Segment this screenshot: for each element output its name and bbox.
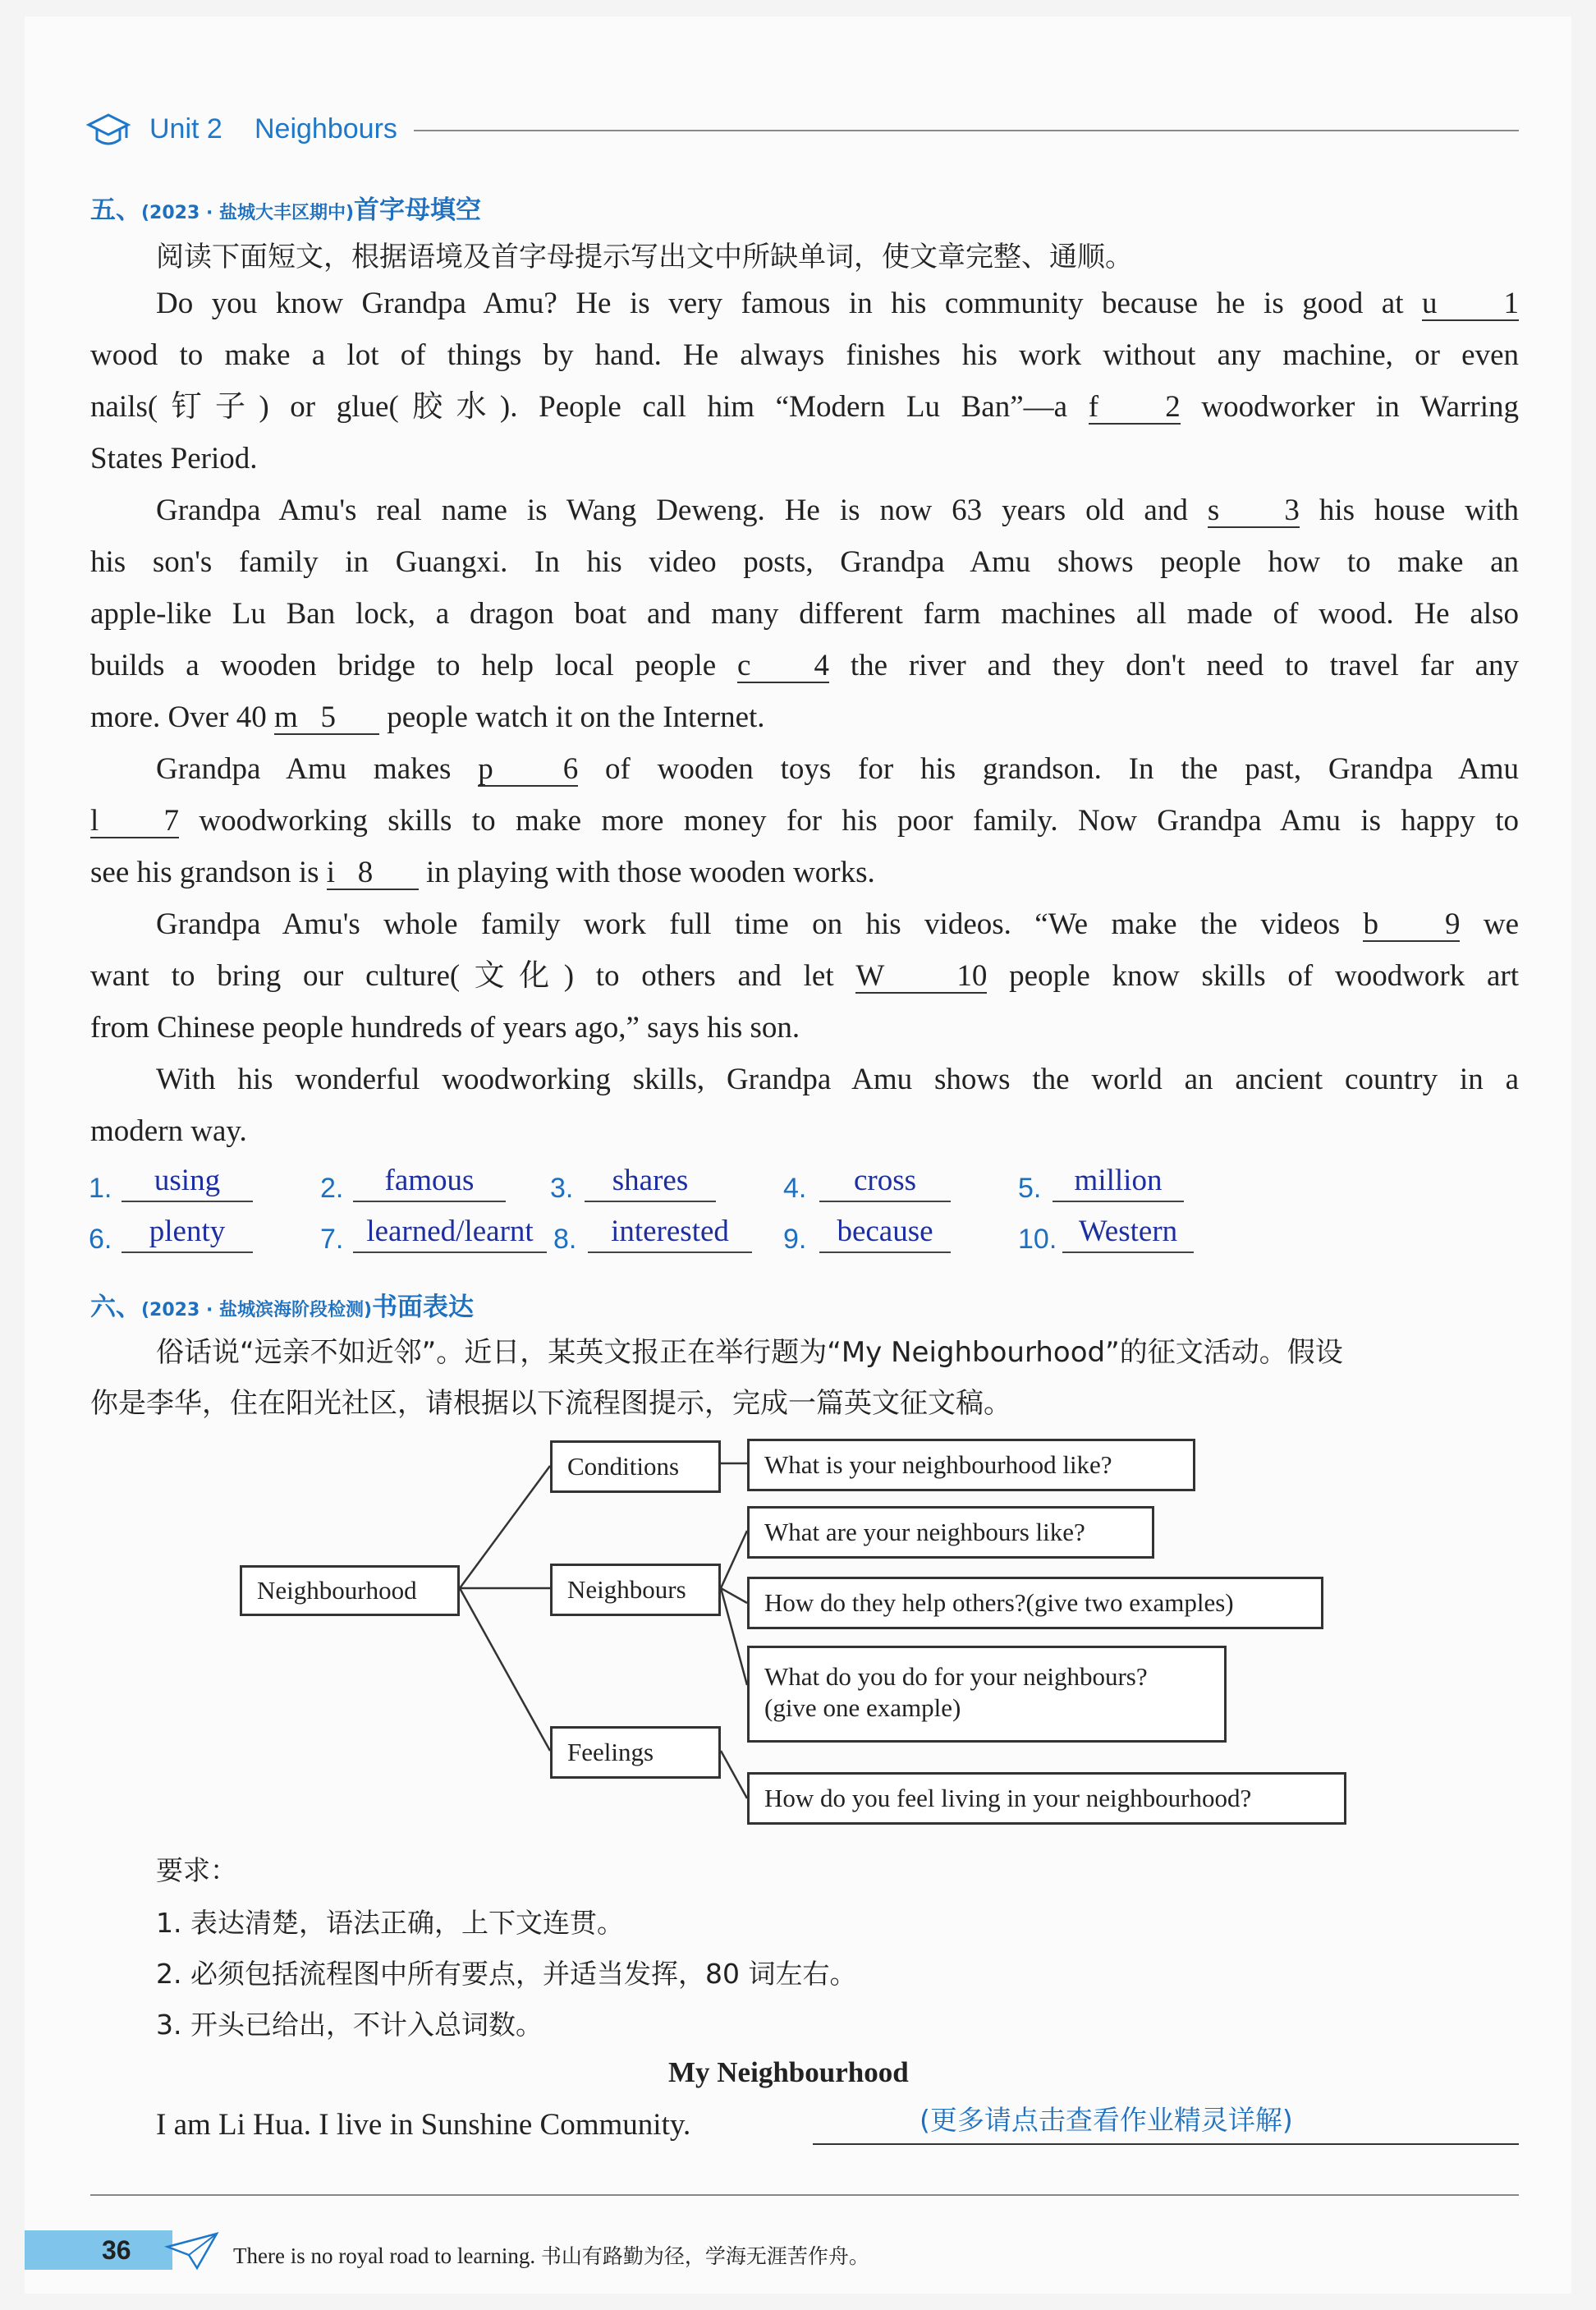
answer-10: Western	[1062, 1215, 1194, 1253]
answer-6: plenty	[122, 1215, 253, 1253]
flow-question-text: (give one example)	[764, 1693, 961, 1722]
blank-4: c 4	[737, 649, 829, 682]
section6-intro-line: 俗话说“远亲不如近邻”。近日，某英文报正在举行题为“My Neighbourhood”的征文活动。假设	[156, 1336, 1343, 1369]
section6-title: 书面表达	[372, 1293, 475, 1322]
passage-line: apple-like Lu Ban lock, a dragon boat and many different farm machines all made of wood. He also	[90, 597, 1519, 631]
flow-question-neighbours-like: What are your neighbours like?	[747, 1506, 1154, 1559]
page-number: 36	[102, 2235, 131, 2265]
flow-question-feelings: How do you feel living in your neighbourhood?	[747, 1772, 1346, 1825]
text-span: woodworking skills to make more money for his poor family. Now Grandpa Amu is happy to	[199, 804, 1519, 838]
text-span: people know skills of woodwork art	[1009, 959, 1520, 993]
blank-1: u 1	[1422, 287, 1519, 320]
more-details-link[interactable]: (更多请点击查看作业精灵详解)	[920, 2104, 1293, 2136]
blank-9: b 9	[1363, 907, 1461, 941]
unit-label: Unit 2	[149, 113, 222, 145]
blank-8: i 8	[327, 857, 419, 890]
unit-title: Neighbours	[255, 113, 397, 145]
footer-divider	[90, 2194, 1519, 2196]
flow-question-conditions: What is your neighbourhood like?	[747, 1439, 1195, 1491]
paper-plane-icon	[164, 2230, 222, 2273]
footer-motto-cn: 书山有路勤为径，学海无涯苦作舟。	[540, 2244, 869, 2268]
essay-title: My Neighbourhood	[668, 2056, 909, 2088]
answer-7: learned/learnt	[353, 1215, 547, 1253]
essay-writing-line	[813, 2143, 1519, 2145]
footer-motto	[233, 2240, 869, 2270]
answer-number: 10.	[1018, 1224, 1057, 1255]
answer-5: million	[1053, 1164, 1184, 1202]
blank-10: W 10	[855, 959, 988, 993]
section5-number: 五、	[90, 195, 141, 225]
requirement-item: 1. 表达清楚，语法正确，上下文连贯。	[156, 1907, 624, 1939]
text-span: woodworker in Warring	[1201, 390, 1520, 424]
answer-number: 1.	[89, 1173, 112, 1204]
answer-4: cross	[819, 1164, 951, 1202]
text-span: his house with	[1319, 494, 1520, 527]
answer-2: famous	[353, 1164, 506, 1202]
page-number-tab	[25, 2230, 172, 2270]
answer-number: 7.	[320, 1224, 344, 1255]
blank-7: l 7	[90, 804, 179, 838]
answer-number: 9.	[783, 1224, 807, 1255]
passage-line: modern way.	[90, 1114, 247, 1148]
text-span: people watch it on the Internet.	[387, 700, 765, 734]
section6-source: (2023 · 盐城滨海阶段检测)	[141, 1300, 373, 1320]
text-span: Grandpa Amu's whole family work full time on his videos. “We make the videos	[156, 907, 1341, 941]
requirements-title: 要求：	[156, 1854, 237, 1886]
passage-line: his son's family in Guangxi. In his video posts, Grandpa Amu shows people how to make an	[90, 545, 1519, 579]
passage-line: from Chinese people hundreds of years ago,” says his son.	[90, 1011, 800, 1045]
blank-2: f 2	[1088, 390, 1181, 424]
flow-node-neighbourhood: Neighbourhood	[240, 1565, 460, 1616]
flow-node-conditions: Conditions	[550, 1440, 721, 1493]
text-span: builds a wooden bridge to help local people	[90, 649, 717, 682]
answer-3: shares	[585, 1164, 716, 1202]
flow-node-neighbours: Neighbours	[550, 1564, 721, 1616]
text-span: nails(钉子) or glue(胶水). People call him “Modern Lu Ban”—a	[90, 390, 1068, 424]
answer-number: 2.	[320, 1173, 344, 1204]
passage-line: wood to make a lot of things by hand. He always finishes his work without any machine, or even	[90, 338, 1519, 372]
text-span: want to bring our culture(文化) to others and let	[90, 959, 834, 993]
answer-8: interested	[588, 1215, 752, 1253]
section5-source: (2023 · 盐城大丰区期中)	[141, 203, 355, 223]
text-span: Do you know Grandpa Amu? He is very famous in his community because he is good at	[156, 287, 1404, 320]
flow-question-do-for-neighbours	[747, 1646, 1227, 1743]
flow-node-feelings: Feelings	[550, 1726, 721, 1779]
requirement-item: 3. 开头已给出，不计入总词数。	[156, 2009, 543, 2041]
text-span: in playing with those wooden works.	[426, 856, 875, 889]
passage-line: With his wonderful woodworking skills, Grandpa Amu shows the world an ancient country in a	[156, 1063, 1519, 1096]
blank-5: m 5	[274, 702, 379, 735]
section5-title: 首字母填空	[354, 195, 482, 225]
answer-number: 4.	[783, 1173, 807, 1204]
section6-number: 六、	[90, 1293, 141, 1322]
requirement-item: 2. 必须包括流程图中所有要点，并适当发挥，80 词左右。	[156, 1958, 857, 1990]
answer-number: 3.	[550, 1173, 574, 1204]
flow-question-text: What do you do for your neighbours?	[764, 1662, 1148, 1691]
text-span: Grandpa Amu's real name is Wang Deweng. He is now 63 years old and	[156, 494, 1188, 527]
section5-instruction: 阅读下面短文，根据语境及首字母提示写出文中所缺单词，使文章完整、通顺。	[156, 241, 1133, 273]
answer-9: because	[819, 1215, 951, 1253]
answer-number: 5.	[1018, 1173, 1042, 1204]
footer-motto-en: There is no royal road to learning.	[233, 2243, 536, 2268]
worksheet-page	[25, 16, 1571, 2294]
answer-number: 8.	[553, 1224, 577, 1255]
passage-line: States Period.	[90, 442, 258, 475]
blank-6: p 6	[478, 752, 579, 786]
answer-number: 6.	[89, 1224, 112, 1255]
essay-opening: I am Li Hua. I live in Sunshine Community.	[156, 2108, 691, 2142]
text-span: more. Over 40	[90, 700, 267, 734]
section6-intro-line: 你是李华，住在阳光社区，请根据以下流程图提示，完成一篇英文征文稿。	[90, 1387, 1011, 1420]
text-span: see his grandson is	[90, 856, 319, 889]
answer-1: using	[122, 1164, 253, 1202]
text-span: the river and they don't need to travel far any	[850, 649, 1520, 682]
text-span: of wooden toys for his grandson. In the past, Grandpa Amu	[605, 752, 1520, 786]
text-span: Grandpa Amu makes	[156, 752, 452, 786]
text-span: we	[1483, 907, 1520, 941]
flow-question-help-others: How do they help others?(give two examples)	[747, 1577, 1323, 1629]
blank-3: s 3	[1207, 494, 1300, 527]
